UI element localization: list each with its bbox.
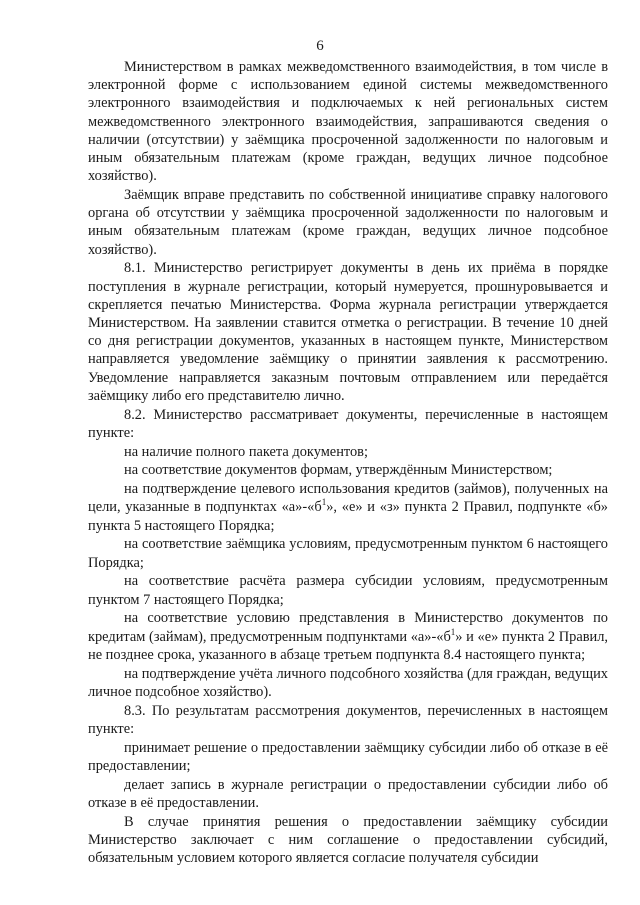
list-item-decision: принимает решение о предоставлении заёмщику субсидии либо об отказе в её предоставлении; [88, 739, 608, 774]
list-item-target-use [88, 480, 608, 535]
text-fragment: » и «е» пункта 2 Правил, не позднее срока, указанного в абзаце третьем подпункта 8.4 настоящего пункта; [88, 628, 609, 663]
paragraph-agreement: В случае принятия решения о предоставлении заёмщику субсидии Министерство заключает с ним соглашение о предоставлении субсидий, обязательным условием которого является согласие получателя субсидии [88, 813, 608, 867]
paragraph-tax-certificate: Заёмщик вправе представить по собственной инициативе справку налогового органа об отсутствии у заёмщика просроченной задолженности по налоговым и иным обязательным платежам (кроме граждан, ведущих личное подсобное хозяйство). [88, 187, 608, 258]
paragraph-8-3-results: 8.3. По результатам рассмотрения документов, перечисленных в настоящем пункте: [88, 702, 608, 737]
list-item-subsidy-calculation: на соответствие расчёта размера субсидии условиям, предусмотренным пунктом 7 настоящего Порядка; [88, 573, 608, 608]
text-fragment: », «е» и «з» пункта 2 Правил, подпункте «б» пункта 5 настоящего Порядка; [88, 499, 609, 534]
paragraph-8-2-review: 8.2. Министерство рассматривает документы, перечисленные в настоящем пункте: [88, 406, 608, 441]
list-item-forms-compliance: на соответствие документов формам, утверждённым Министерством; [124, 462, 553, 479]
paragraph-8-1-registration: 8.1. Министерство регистрирует документы в день их приёма в порядке поступления в журнале регистрации, который нумеруется, прошнуровывается и скрепляется печатью Министерства. Форма журнала регистрации утверждается Министерством. На заявлении ставится отметка о регистрации. В течение 10 дней со дня регистрации документов, указанных в настоящем пункте, Министерством направляется уведомление заёмщику о принятии заявления к рассмотрению. Уведомление направляется заказным почтовым отправлением или передаётся заёмщику либо его представителю лично. [88, 260, 608, 404]
document-body [88, 58, 608, 867]
list-item-submission-deadline [88, 609, 608, 664]
page-number: 6 [316, 38, 324, 54]
list-item-borrower-conditions: на соответствие заёмщика условиям, предусмотренным пунктом 6 настоящего Порядка; [88, 536, 608, 571]
superscript: 1 [321, 497, 327, 508]
list-item-household-confirmation: на подтверждение учёта личного подсобного хозяйства (для граждан, ведущих личное подсобное хозяйство). [88, 665, 608, 700]
text-fragment: на подтверждение целевого использования кредитов (займов), полученных на цели, указанные в подпунктах «а»-«б [88, 481, 608, 516]
paragraph-interagency-request: Министерством в рамках межведомственного взаимодействия, в том числе в электронной форме с использованием единой системы межведомственного электронного взаимодействия и подключаемых к ней региональных систем межведомственного электронного взаимодействия, запрашиваются сведения о наличии (отсутствии) у заёмщика просроченной задолженности по налоговым и иным обязательным платежам (кроме граждан, ведущих личное подсобное хозяйство). [88, 59, 608, 185]
list-item-journal-record: делает запись в журнале регистрации о предоставлении субсидии либо об отказе в её предоставлении. [88, 776, 608, 811]
list-item-full-package: на наличие полного пакета документов; [124, 443, 368, 460]
text-fragment: на соответствие условию представления в Министерство документов по кредитам (займам), предусмотренным подпунктами «а»-«б [88, 610, 608, 645]
superscript: 1 [450, 626, 456, 637]
